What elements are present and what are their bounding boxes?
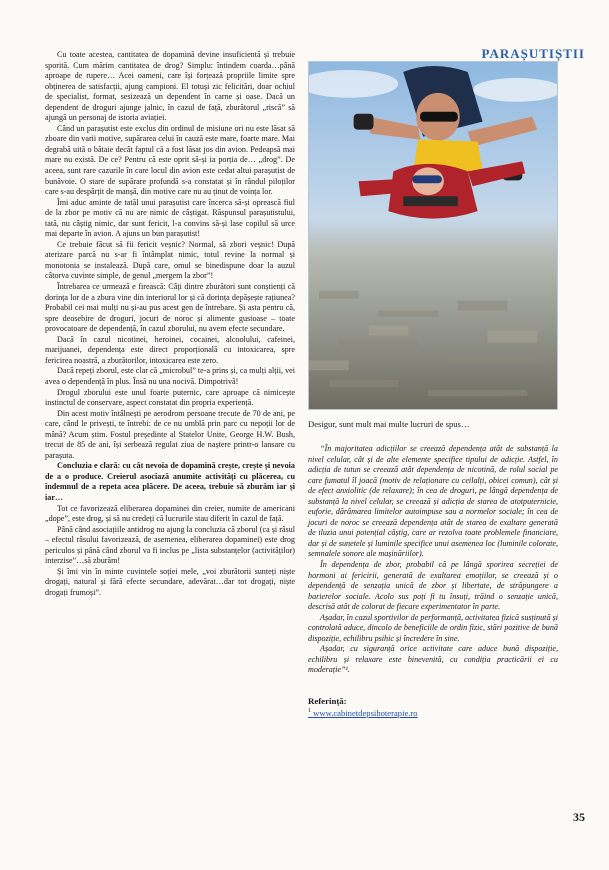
quote-paragraph: Așadar, în cazul sportivilor de performanță, activitatea fizică susținută și controlată aduce, dincolo de beneficiile de ordin fizic, stări pozitive de bună dispoziție, echilibru psihic și încredere în sine. (308, 612, 558, 643)
body-paragraph: Până când asociațiile antidrog nu ajung la concluzia că zborul (ca și râsul – efectul râsului favorizează, de asemenea, eliberarea dopaminei) este drog periculos și până când zborul va fi inclus pe „lista substanțelor (activităților) interzise”…să zburăm! (45, 524, 295, 566)
body-paragraph: Și îmi vin în minte cuvintele soției mele, „voi zburătorii sunteți niște drogați, natural și fără efecte secundare, adevărat…dar tot drogați, niște drogați frumoși”. (45, 566, 295, 597)
right-column (308, 61, 558, 718)
quote-paragraph: Așadar, cu siguranță orice activitate care aduce bună dispoziție, echilibru și relaxare este binevenită, cu condiția practicării ei cu moderație”¹. (308, 644, 558, 675)
body-paragraph: Îmi aduc aminte de tatăl unui parașutist care încerca să-și oprească fiul de la zbor pe motiv că nu are nimic de câștigat. Răspunsul parașutistului, tată, nu câștig nimic, dar sunt fericit, l-a convins să-și lase copilul să urce mai departe în avion. A ajuns un bun parașutist! (45, 197, 295, 239)
body-paragraph: Întrebarea ce urmează e firească: Câți dintre zburători sunt conștienți că dorința lor de a zbura vine din interiorul lor și că dorința depășește rațiunea? Probabil cei mai mulți nu și-au pus acest gen de întrebare. Și asta pentru că, spre deosebire de droguri, jocuri de noroc și alimente gustoase – toate provocatoare de dependență, în cazul zborului, nu avem efecte secundare. (45, 282, 295, 334)
left-column (45, 50, 295, 598)
body-paragraph: Din acest motiv întâlnești pe aerodrom persoane trecute de 70 de ani, pe care, când le privești, te întrebi: de ce nu umblă prin parc cu nepoții lor de mână? Acum știm. Fostul președinte al Statelor Unite, George H.W. Bush, trecut de 85 de ani, își serbează regulat ziua de naștere printr-o lansare cu parașuta. (45, 408, 295, 460)
body-paragraph: Dacă repeți zborul, este clar că „microbul” te-a prins și, ca mulți alții, vei avea o dependență în plus. Însă nu una nocivă. Dimpotrivă! (45, 366, 295, 386)
quote-paragraph: În dependența de zbor, probabil că pe lângă sporirea secreției de hormoni ai fericirii, generată de exaltarea emoțiilor, se creează și o dependență de senzația unică de zbor și libertate, de străpungere a barierelor sociale. Acolo sus poți fi tu însuți, trăind o senzație unică, descrisă atât de colorat de fiecare experimentator în parte. (308, 560, 558, 612)
skydiving-photo (308, 61, 558, 410)
body-paragraph: Ce trebuie făcut să fii fericit veșnic? Normal, să zbori veșnic! După aterizare parcă nu s-ar fi întâmplat nimic, totul revine la normal și monotonia se instalează. După care, omul se binedispune doar la auzul câtorva cuvinte simple, de genul „mergem la zbor”! (45, 239, 295, 281)
page-number: 35 (573, 810, 585, 824)
expert-quote (308, 444, 558, 676)
reference-link[interactable]: www.cabinetdepsihoterapie.ro (313, 708, 418, 719)
reference-marker: 1 (308, 708, 311, 715)
section-title: PARAȘUTIȘTII (481, 46, 585, 61)
body-paragraph: Drogul zborului este unul foarte puternic, care aproape că nimicește instinctul de conservare, aspect constatat din propria experiență. (45, 387, 295, 408)
photo-caption: Desigur, sunt mult mai multe lucruri de spus… (308, 419, 470, 429)
tandem-skydivers-image (309, 62, 557, 409)
body-paragraph: Tot ce favorizează eliberarea dopaminei din creier, numite de americani „dope”, este drog, și să nu credeți că lucrurile stau diferit în cazul de față. (45, 503, 295, 524)
body-paragraph: Când un parașutist este exclus din ordinul de misiune ori nu este lăsat să zboare din varii motive, supărarea celui în cauză este mare, foarte mare. Mai degrabă uită o bătaie decât faptul că a fost lăsat jos din avion. Pedeapsă mai mare nu există. De ce? Pentru că este oprit să-și ia porția de… „drog”. De aceea, sunt rare cazurile în care locul din avion este cedat altui parașutist de bunăvoie. O stare de supărare profundă s-a constatat și în rândul piloților care s-au despărțit de manșă, din motive care nu au ținut de voința lor. (45, 123, 295, 197)
quote-paragraph: “În majoritatea adicțiilor se creează dependența atât de substanță la nivel celular, cât și de alte elemente specifice tipului de adicție. Astfel, în adicția de tutun se creează atât dependența de nicotină, de rolul social pe care fumatul îl joacă (motiv de relaționare cu ceilalți, obicei comun), cât și de efect anxiolitic (de relaxare); în cea de droguri, pe lângă dependența de substanță la nivel celular, se creează și adicția de starea de atotputernicie, euforie, dărâmarea limitelor autoimpuse sau a normelor sociale; în cea de jocuri de noroc se creează dependența atât de starea de exaltare generată de iluzia unui potențial câștig, care ar rezolva toate problemele financiare, dar și de sunetele și luminile specifice unui asemenea loc (luminile colorate, semnalele sonore ale mașinăriilor). (308, 444, 558, 559)
reference-entry (308, 708, 558, 718)
body-paragraph: Cu toate acestea, cantitatea de dopamină devine insuficientă și trebuie sporită. Cum mărim cantitatea de drog? Simplu: întindem coarda…până aproape de rupere… Acei oameni, care își forțează propriile limite spre obținerea de satisfacții, ajung campioni. El totuși zic felicitări, doar ochiul de specialist, format, sesizează un dependent în carne și oase. Dacă un dependent de droguri ajunge jalnic, în cazul de față, zburătorul „riscă” să ajungă un personaj de istoria aviației. (45, 50, 295, 123)
reference-label: Referință: (308, 696, 347, 707)
body-paragraph: Dacă în cazul nicotinei, heroinei, cocainei, alcoolului, cafeinei, marijuanei, dependența este direct proporțională cu intoxicarea, spre fericirea noastră, a zburătorilor, intoxicarea este zero. (45, 334, 295, 365)
body-paragraph: Concluzia e clară: cu cât nevoia de dopamină crește, crește și nevoia de a o produce. Creierul asociază anumite activități cu plăcerea, cu îndemnul de a repeta acea plăcere. De aceea, trebuie să zburăm iar și iar… (45, 461, 295, 502)
